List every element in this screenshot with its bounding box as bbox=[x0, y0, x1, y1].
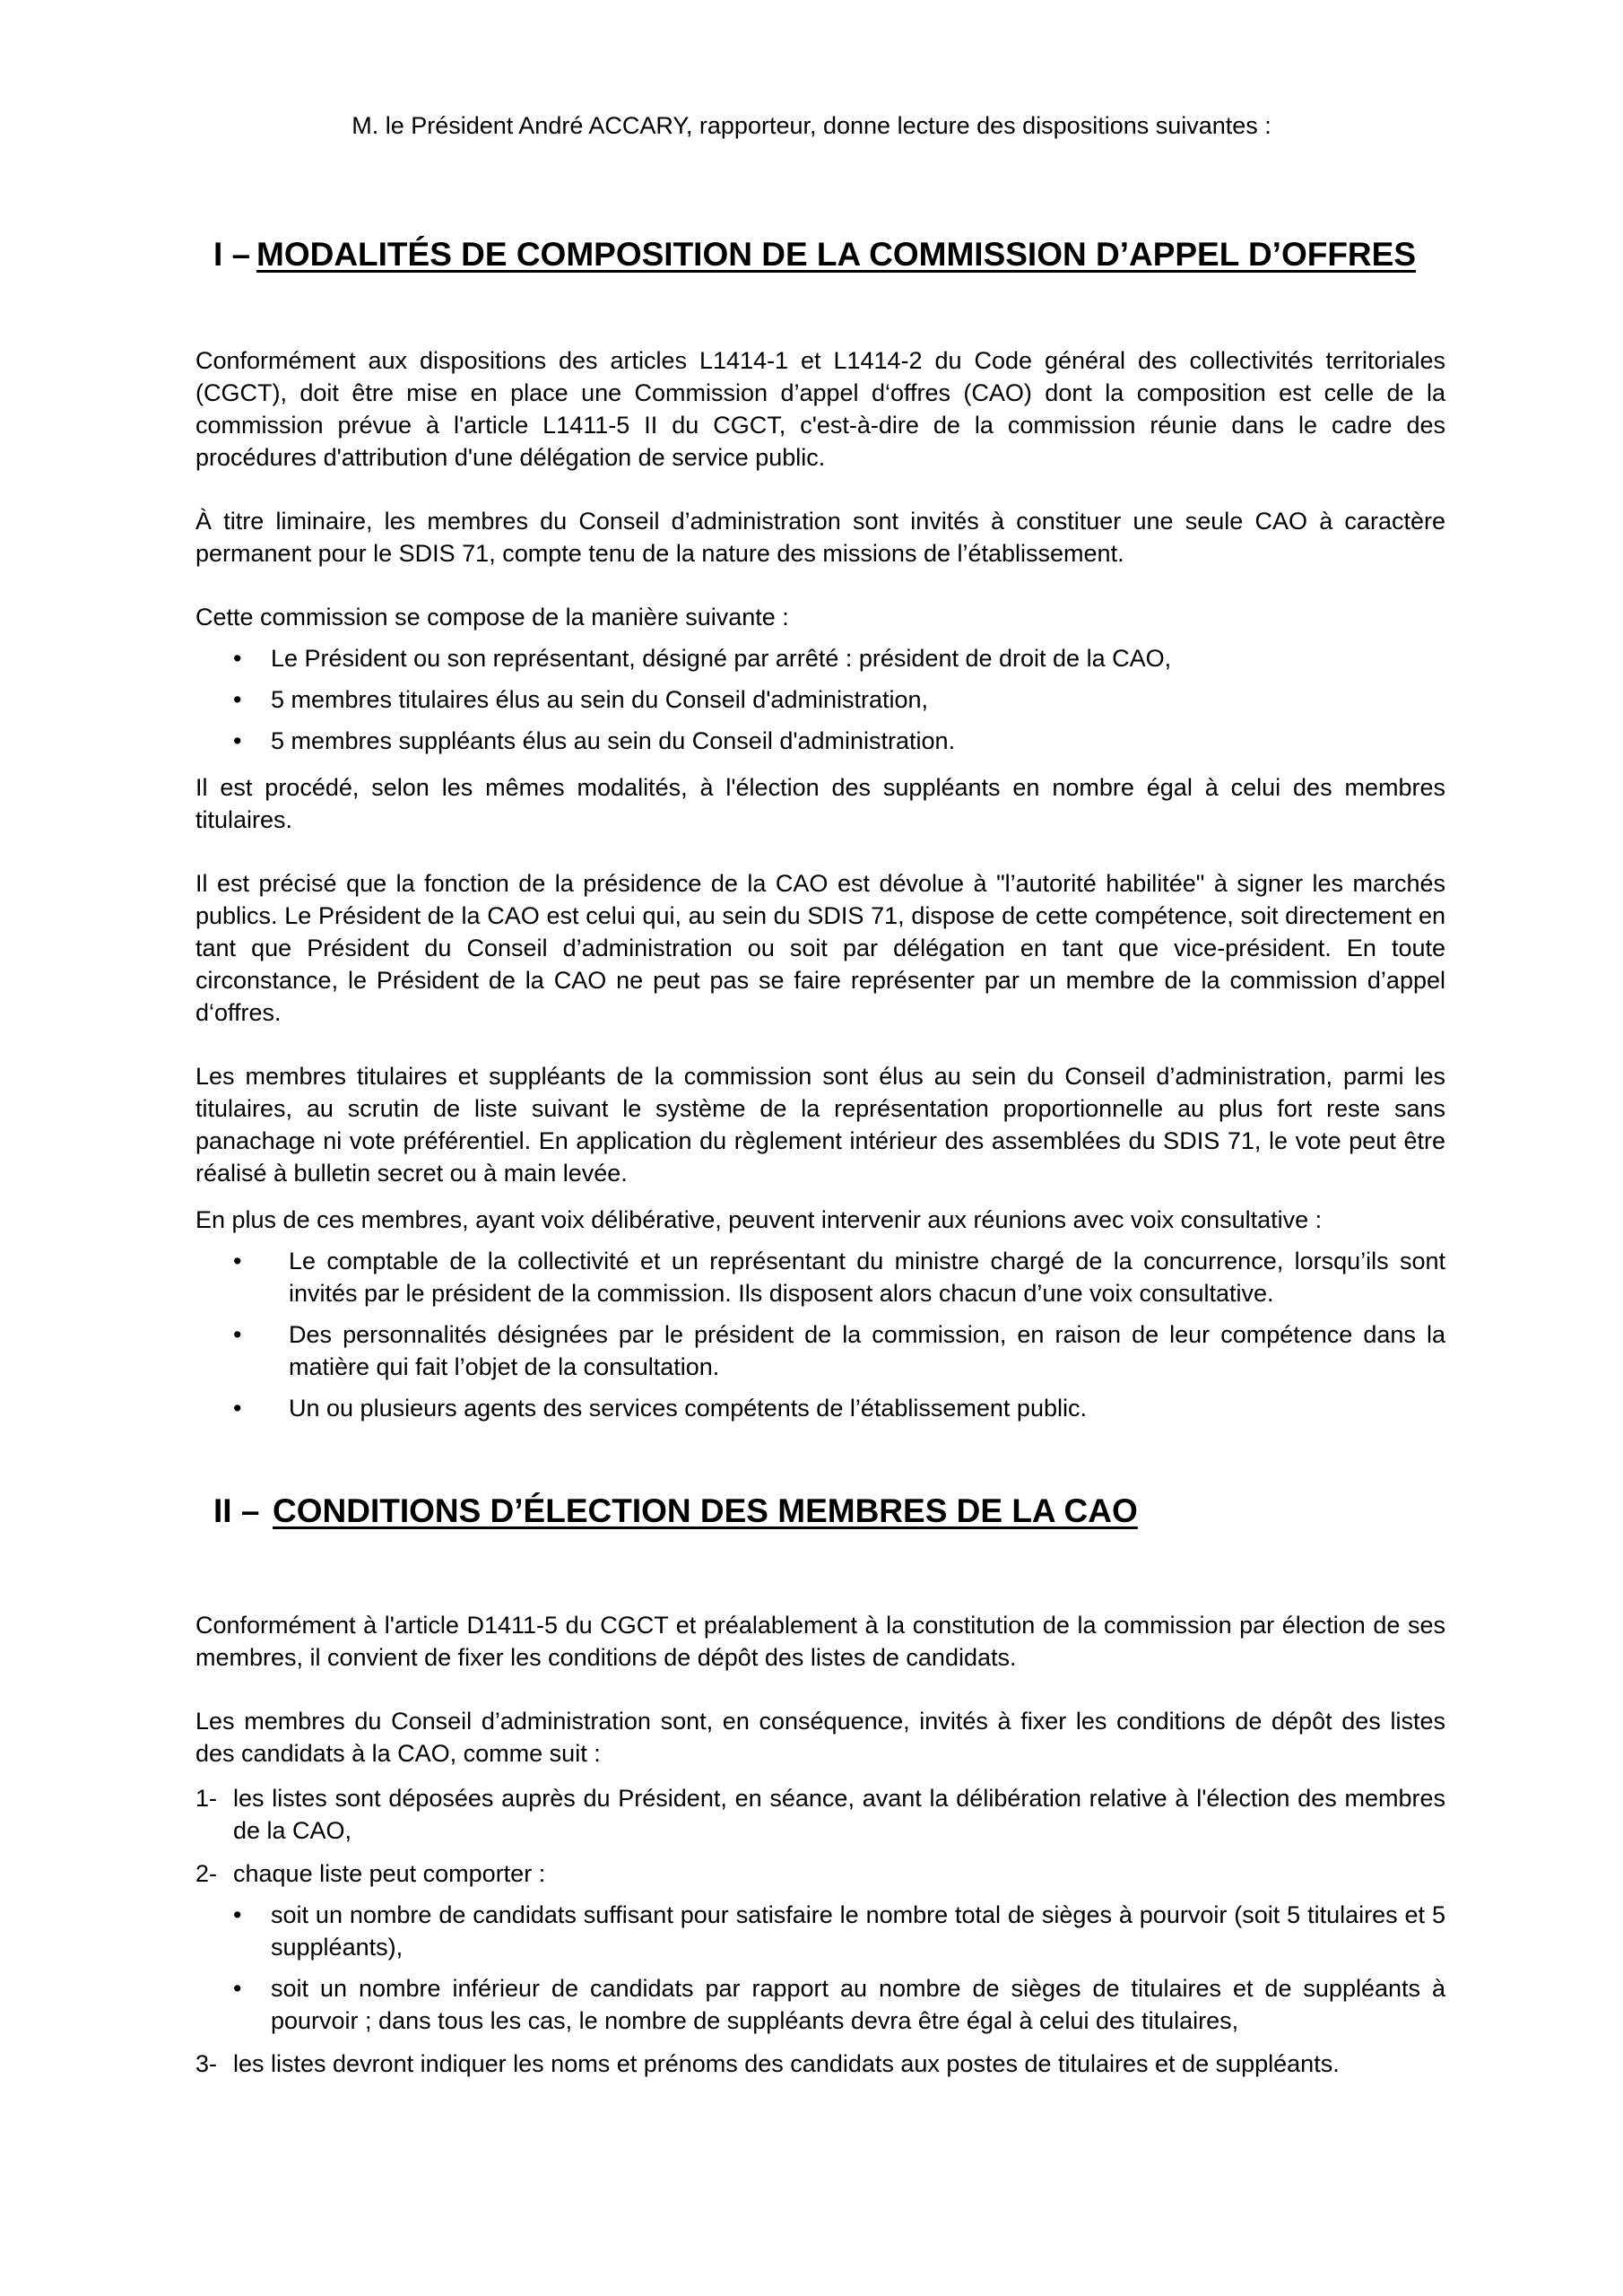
list-item: • 5 membres suppléants élus au sein du Conseil d'administration. bbox=[195, 725, 1445, 757]
section-1-paragraph-6: Les membres titulaires et suppléants de la commission sont élus au sein du Conseil d’administration, parmi les titulaires, au scrutin de liste suivant le système de la représentation proportionnelle au plus fort reste sans panachage ni vote préférentiel. En application du règlement intérieur des assemblées du SDIS 71, le vote peut être réalisé à bulletin secret ou à main levée. bbox=[195, 1063, 1445, 1187]
section-1-paragraph-3: Cette commission se compose de la manière suivante : bbox=[195, 604, 789, 631]
section-1-paragraph-2: À titre liminaire, les membres du Conseil d’administration sont invités à constituer une seule CAO à caractère permanent pour le SDIS 71, compte tenu de la nature des missions de l’établissement. bbox=[195, 508, 1445, 567]
section-2-paragraph-1: Conformément à l'article D1411-5 du CGCT et préalablement à la constitution de la commission par élection de ses membres, il convient de fixer les conditions de dépôt des listes de candidats. bbox=[195, 1612, 1445, 1671]
list-marker: 2- bbox=[195, 1860, 218, 1887]
section-1-title: MODALITÉS DE COMPOSITION DE LA COMMISSION D’APPEL D’OFFRES bbox=[256, 236, 1417, 273]
list-item bbox=[195, 1782, 1445, 1847]
list-item: • Le comptable de la collectivité et un représentant du ministre chargé de la concurrence, lorsqu’ils sont invités par le président de la commission. Ils disposent alors chacun d’une voix consultative. bbox=[195, 1245, 1445, 1309]
list-item: • 5 membres titulaires élus au sein du Conseil d'administration, bbox=[195, 683, 1445, 716]
list-marker: 3- bbox=[195, 2050, 218, 2077]
list-item-text: les listes sont déposées auprès du Président, en séance, avant la délibération relative à l'élection des membres de la CAO, bbox=[233, 1785, 1445, 1844]
section-2-paragraph-2: Les membres du Conseil d’administration sont, en conséquence, invités à fixer les conditions de dépôt des listes des candidats à la CAO, comme suit : bbox=[195, 1708, 1445, 1767]
section-1-paragraph-1: Conformément aux dispositions des articles L1414-1 et L1414-2 du Code général des collectivités territoriales (CGCT), doit être mise en place une Commission d’appel d‘offres (CAO) dont la composition est celle de la commission prévue à l'article L1411-5 II du CGCT, c'est-à-dire de la commission réunie dans le cadre des procédures d'attribution d'une délégation de service public. bbox=[195, 347, 1445, 471]
section-2-heading bbox=[213, 1492, 1428, 1530]
section-2-body bbox=[195, 1609, 1445, 2080]
sub-list bbox=[233, 1899, 1445, 2037]
list-item: • Le Président ou son représentant, désigné par arrêté : président de droit de la CAO, bbox=[195, 642, 1445, 674]
intro-line: M. le Président André ACCARY, rapporteur, donne lecture des dispositions suivantes : bbox=[352, 112, 1271, 139]
list-item bbox=[195, 1857, 1445, 2037]
composition-list bbox=[195, 642, 1445, 757]
conditions-list bbox=[195, 1782, 1445, 2080]
list-item-text: les listes devront indiquer les noms et prénoms des candidats aux postes de titulaires et de suppléants. bbox=[233, 2050, 1340, 2077]
consultative-list bbox=[195, 1245, 1445, 1424]
list-item: • Un ou plusieurs agents des services compétents de l’établissement public. bbox=[195, 1392, 1445, 1424]
list-marker: 1- bbox=[195, 1785, 218, 1812]
sub-list-item: • soit un nombre de candidats suffisant pour satisfaire le nombre total de sièges à pourvoir (soit 5 titulaires et 5 suppléants), bbox=[233, 1899, 1445, 1963]
section-1-body bbox=[195, 344, 1445, 1424]
list-item bbox=[195, 2048, 1445, 2080]
list-item-text: chaque liste peut comporter : bbox=[233, 1860, 546, 1887]
section-1-paragraph-5: Il est précisé que la fonction de la présidence de la CAO est dévolue à "l’autorité habilitée" à signer les marchés publics. Le Président de la CAO est celui qui, au sein du SDIS 71, dispose de cette compétence, soit directement en tant que Président du Conseil d’administration ou soit par délégation en tant que vice-président. En toute circonstance, le Président de la CAO ne peut pas se faire représenter par un membre de la commission d’appel d‘offres. bbox=[195, 870, 1445, 1026]
section-1-paragraph-4: Il est procédé, selon les mêmes modalités, à l'élection des suppléants en nombre égal à celui des membres titulaires. bbox=[195, 774, 1445, 833]
section-2-number: II – bbox=[213, 1492, 260, 1529]
section-1-heading bbox=[213, 236, 1428, 274]
section-1-number: I – bbox=[213, 236, 251, 273]
section-2-title: CONDITIONS D’ÉLECTION DES MEMBRES DE LA CAO bbox=[273, 1492, 1138, 1529]
section-1-paragraph-7: En plus de ces membres, ayant voix délibérative, peuvent intervenir aux réunions avec voix consultative : bbox=[195, 1206, 1323, 1233]
list-item: • Des personnalités désignées par le président de la commission, en raison de leur compétence dans la matière qui fait l’objet de la consultation. bbox=[195, 1318, 1445, 1383]
sub-list-item: • soit un nombre inférieur de candidats par rapport au nombre de sièges de titulaires et de suppléants à pourvoir ; dans tous les cas, le nombre de suppléants devra être égal à celui des titulaires, bbox=[233, 1972, 1445, 2037]
